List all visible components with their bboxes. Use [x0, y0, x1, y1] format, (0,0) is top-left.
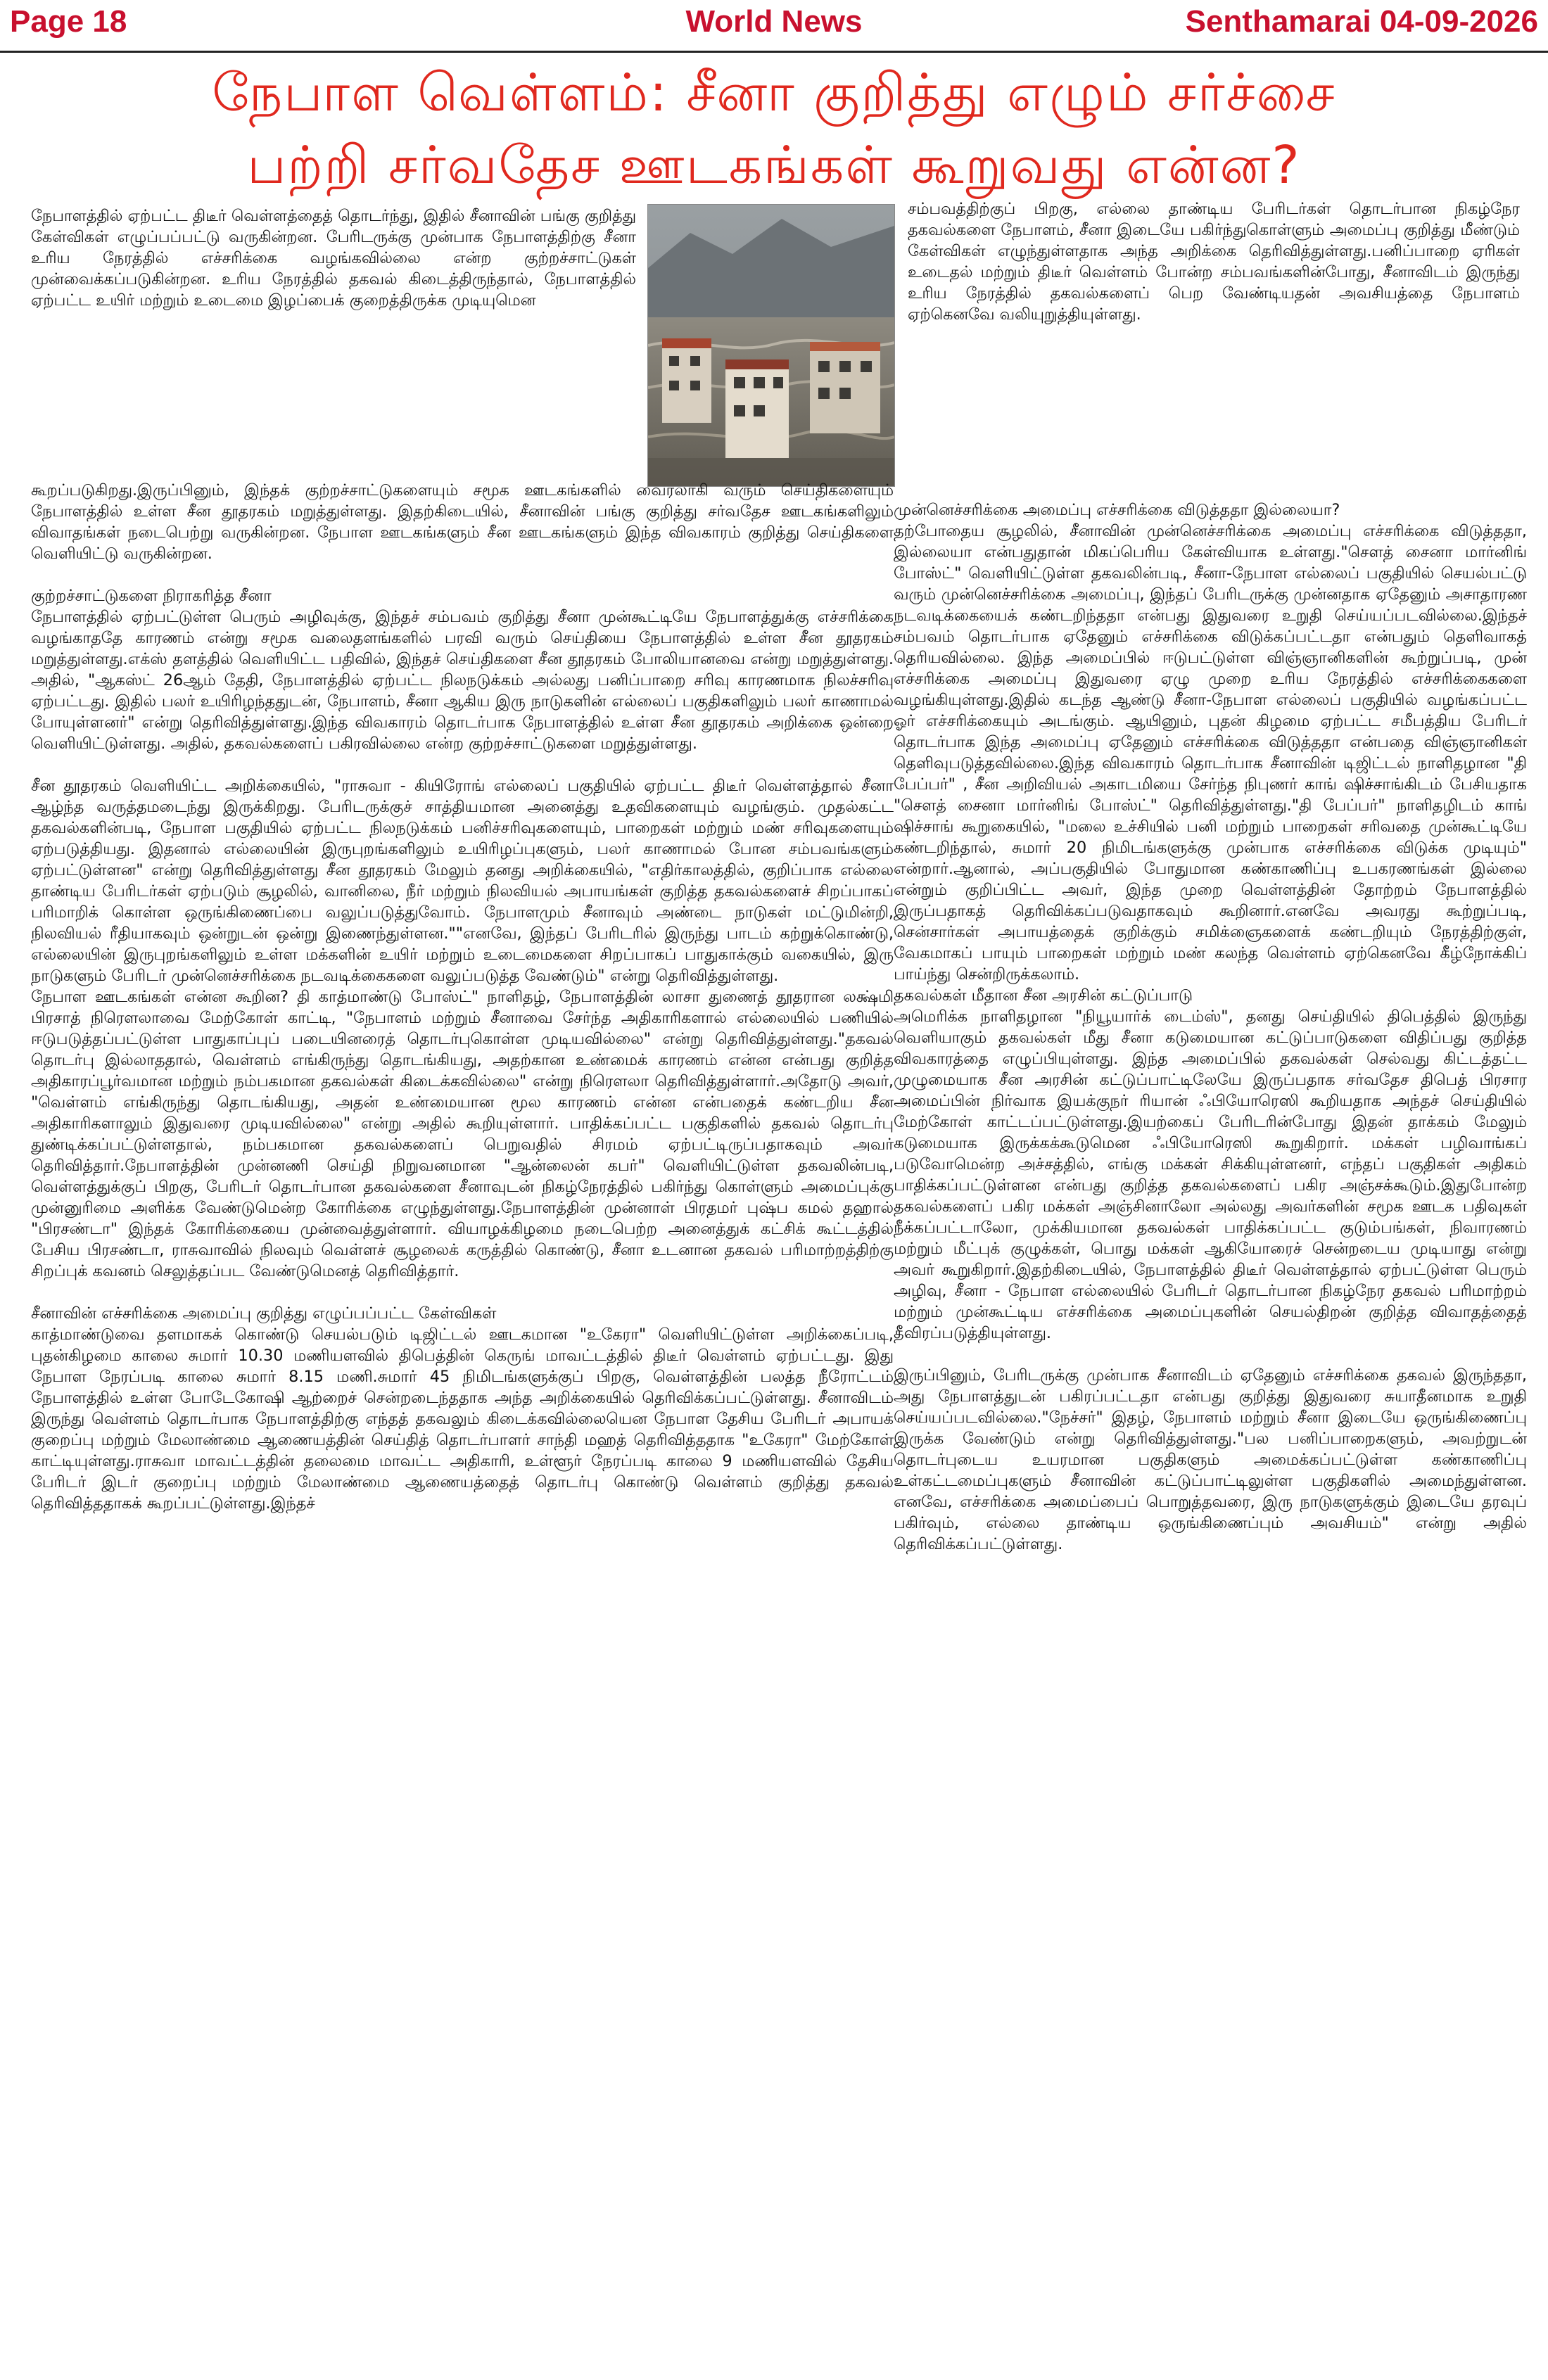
headline-line-2: பற்றி சர்வதேச ஊடகங்கள் கூறுவது என்ன? — [247, 135, 1301, 196]
photo-icon — [648, 205, 894, 486]
paragraph: இருப்பினும், பேரிடருக்கு முன்பாக சீனாவிடம் ஏதேனும் எச்சரிக்கை தகவல் இருந்ததா, அது நேபாளத்துடன் பகிரப்பட்டதா என்பது குறித்து இதுவரை சுயாதீனமாக உறுதி செய்யப்படவில்லை."நேச்சர்" இதழ், நேபாளம் மற்றும் சீனா இடையே ஒருங்கிணைப்பு இருக்க வேண்டும் என்று தெரிவித்துள்ளது."பல பனிப்பாறைகளும், அவற்றுடன் தொடர்புடைய உயரமான பகுதிகளும் அமைக்கப்பட்டுள்ள கண்காணிப்பு உள்கட்டமைப்புகளும் சீனாவின் கட்டுப்பாட்டிலுள்ள பகுதிகளில் அமைந்துள்ளன. எனவே, எச்சரிக்கை அமைப்பைப் பொறுத்தவரை, இரு நாடுகளுக்கும் இடையே தரவுப் பகிர்வும், எல்லை தாண்டிய ஒருங்கிணைப்பும் அவசியம்" என்று அதில் தெரிவிக்கப்பட்டுள்ளது. — [894, 1366, 1527, 1553]
left-column — [31, 480, 894, 1514]
page-header — [0, 0, 1548, 49]
header-rule — [0, 51, 1548, 53]
paragraph: நேபாள ஊடகங்கள் என்ன கூறின? தி காத்மாண்டு போஸ்ட்" நாளிதழ், நேபாளத்தின் லாசா துணைத் தூதரான லக்ஷ்மி பிரசாத் நிரௌலாவை மேற்கோள் காட்டி, "நேபாளம் மற்றும் சீனாவை சேர்ந்த அதிகாரிகளால் எல்லையில் பணியில் ஈடுபடுத்தப்பட்டுள்ள பாதுகாப்புப் படையினரைத் தொடர்புகொள்ள முடியவில்லை" என்று தெரிவித்துள்ளது."தகவல் தொடர்பு இல்லாததால், வெள்ளம் எங்கிருந்து தொடங்கியது, அதற்கான உண்மைக் காரணம் என்ன என்பது குறித்த அதிகாரப்பூர்வமான மற்றும் நம்பகமான தகவல்கள் கிடைக்கவில்லை" என்று நிரௌலா தெரிவித்துள்ளார்.அதோடு அவர், "வெள்ளம் எங்கிருந்து தொடங்கியது, அதன் உண்மையான மூல காரணம் என்ன என்பதைக் கண்டறிய சீன அதிகாரிகளாலும் இதுவரை முடியவில்லை" என்று அதில் கூறியுள்ளார். பாதிக்கப்பட்ட பகுதிகளில் தகவல் தொடர்பு துண்டிக்கப்பட்டுள்ளதால், நம்பகமான தகவல்களைப் பெறுவதில் சிரமம் ஏற்பட்டிருப்பதாகவும் அவர் தெரிவித்தார்.நேபாளத்தின் முன்னணி செய்தி நிறுவனமான "ஆன்லைன் கபர்" வெளியிட்டுள்ள தகவலின்படி, வெள்ளத்துக்குப் பிறகு, பேரிடர் தொடர்பான தகவல்களை சீனாவுடன் நிகழ்நேரத்தில் பகிர்ந்து கொள்ளும் அமைப்புக்கு முன்னுரிமை அளிக்க வேண்டுமென்ற கோரிக்கை எழுந்துள்ளது.நேபாளத்தின் முன்னாள் பிரதமர் புஷ்ப கமல் தஹால் "பிரசண்டா" இந்தக் கோரிக்கையை முன்வைத்துள்ளார். வியாழக்கிழமை நடைபெற்ற அனைத்துக் கட்சிக் கூட்டத்தில் பேசிய பிரசண்டா, ராசுவாவில் நிலவும் வெள்ளச் சூழலைக் கருத்தில் கொண்டு, சீனா உடனான தகவல் பரிமாற்றத்திற்கு சிறப்புக் கவனம் செலுத்தப்பட வேண்டுமெனத் தெரிவித்தார். — [31, 988, 894, 1280]
paragraph: சீன தூதரகம் வெளியிட்ட அறிக்கையில், "ராசுவா - கியிரோங் எல்லைப் பகுதியில் ஏற்பட்ட திடீர் வெள்ளத்தால் சீனா ஆழ்ந்த வருத்தமடைந்து இருக்கிறது. பேரிடருக்குச் சாத்தியமான அனைத்து உதவிகளையும் வழங்கும். முதல்கட்ட தகவல்களின்படி, நேபாள பகுதியில் ஏற்பட்ட நிலநடுக்கம் பனிச்சரிவுகளையும், பாறைகள் மற்றும் மண் சரிவுகளையும் ஏற்படுத்தியது. இதனால் எல்லையின் இருபுறங்களிலும் உயிரிழப்புகளும், பலர் காணாமல் போன சம்பவங்களும் ஏற்பட்டுள்ளன" என்று தெரிவித்துள்ளது சீன தூதரகம் மேலும் தனது அறிக்கையில், "எதிர்காலத்தில், குறிப்பாக எல்லை தாண்டிய பேரிடர்கள் ஏற்படும் சூழலில், வானிலை, நீர் மற்றும் நிலவியல் அபாயங்கள் குறித்த தகவல்களைச் சிறப்பாகப் பரிமாறிக் கொள்ள ஒருங்கிணைப்பை வலுப்படுத்துவோம். நேபாளமும் சீனாவும் அண்டை நாடுகள் மட்டுமின்றி, நிலவியல் ரீதியாகவும் ஒன்றுடன் ஒன்று இணைந்துள்ளன.""எனவே, இந்தப் பேரிடரில் இருந்து பாடம் கற்றுக்கொண்டு, எல்லையின் இருபுறங்களிலும் உள்ள மக்களின் உயிர் மற்றும் உடைமைகளை சிறப்பாகப் பாதுகாக்கும் வகையில், இரு நாடுகளும் பேரிடர் முன்னெச்சரிக்கை நடவடிக்கைகளை வலுப்படுத்த வேண்டும்" என்று தெரிவித்துள்ளது. — [31, 777, 894, 985]
subheading: குற்றச்சாட்டுகளை நிராகரித்த சீனா — [31, 587, 272, 605]
flooded-town-photo — [647, 204, 895, 487]
subheading: தகவல்கள் மீதான சீன அரசின் கட்டுப்பாடு — [894, 986, 1193, 1005]
subheading: சீனாவின் எச்சரிக்கை அமைப்பு குறித்து எழுப்பப்பட்ட கேள்விகள் — [31, 1304, 497, 1323]
article-headline — [0, 56, 1548, 201]
paragraph: அமெரிக்க நாளிதழான "நியூயார்க் டைம்ஸ்", தனது செய்தியில் திபெத்தில் இருந்து வெளியாகும் தகவல்கள் மீது சீனா கடுமையான கட்டுப்பாடுகளை விதிப்பது குறித்த விவகாரத்தை எழுப்பியுள்ளது. இந்த அமைப்பில் தகவல்கள் செல்வது கிட்டத்தட்ட முழுமையாக சீன அரசின் கட்டுப்பாட்டிலேயே இருப்பதாக சர்வதேச திபெத் பிரசார அமைப்பின் நிர்வாக இயக்குநர் ரியான் ஃபியோரெஸி கூறியதாக அந்தச் செய்தியில் மேற்கோள் காட்டப்பட்டுள்ளது.இயற்கைப் பேரிடரின்போது இதன் தாக்கம் மேலும் கடுமையாக இருக்கக்கூடுமென ஃபியோரெஸி கூறுகிறார். மக்கள் பழிவாங்கப் படுவோமென்ற அச்சத்தில், எங்கு மக்கள் சிக்கியுள்ளனர், எந்தப் பகுதிகள் அதிகம் பாதிக்கப்பட்டுள்ளன என்பது குறித்த தகவல்களைப் பகிர அஞ்சக்கூடும்.இதுபோன்ற தகவல்களைப் பகிர மக்கள் அஞ்சினாலோ அல்லது அவர்களின் சமூக ஊடக பதிவுகள் நீக்கப்பட்டாலோ, முக்கியமான தகவல்கள் பாதிக்கப்பட்ட குடும்பங்கள், நிவாரணம் மற்றும் மீட்புக் குழுக்கள், பொது மக்கள் ஆகியோரைச் சென்றடைய முடியாது என்று அவர் கூறுகிறார்.இதற்கிடையில், நேபாளத்தில் திடீர் வெள்ளத்தால் ஏற்பட்டுள்ள பெரும் அழிவு, சீனா - நேபாள எல்லையில் பேரிடர் தொடர்பான நிகழ்நேர தகவல் பரிமாற்றம் மற்றும் முன்கூட்டிய எச்சரிக்கை அமைப்புகளின் செயல்திறன் குறித்த விவாதத்தைத் தீவிரப்படுத்தியுள்ளது. — [894, 1007, 1527, 1342]
left-top-text — [31, 205, 636, 311]
right-top-text — [908, 198, 1520, 325]
page-number: Page 18 — [10, 4, 127, 39]
edition-date: Senthamarai 04-09-2026 — [1185, 4, 1538, 39]
paragraph: தற்போதைய சூழலில், சீனாவின் முன்னெச்சரிக்கை அமைப்பு எச்சரிக்கை விடுத்ததா, இல்லையா என்பதுதான் மிகப்பெரிய கேள்வியாக உள்ளது."சௌத் சைனா மார்னிங் போஸ்ட்" வெளியிட்டுள்ள தகவலின்படி, சீனா-நேபாள எல்லைப் பகுதியில் செயல்பட்டு வரும் முன்னெச்சரிக்கை அமைப்பு, இந்தப் பேரிடருக்கு முன்னதாக ஏதேனும் அசாதாரண நடவடிக்கையைக் கண்டறிந்ததா என்பது இதுவரை உறுதி செய்யப்படவில்லை.இந்தச் சம்பவம் தொடர்பாக ஏதேனும் எச்சரிக்கை விடுக்கப்பட்டதா என்பதும் தெளிவாகத் தெரியவில்லை. இந்த அமைப்பில் ஈடுபட்டுள்ள விஞ்ஞானிகளின் கூற்றுப்படி, முன் எச்சரிக்கை அமைப்பு இதுவரை ஏழு முறை உரிய நேரத்தில் எச்சரிக்கைகளை வழங்கியுள்ளது.இதில் கடந்த ஆண்டு சீனா-நேபாள எல்லைப் பகுதியில் வழங்கப்பட்ட ஓர் எச்சரிக்கையும் அடங்கும். ஆயினும், புதன் கிழமை ஏற்பட்ட சமீபத்திய பேரிடர் தொடர்பாக இந்த அமைப்பு ஏதேனும் எச்சரிக்கை விடுத்ததா என்பதை விஞ்ஞானிகள் தெளிவுபடுத்தவில்லை.இந்த விவகாரம் தொடர்பாக சீனாவின் டிஜிட்டல் நாளிதழான "தி பேப்பர்" , சீன அறிவியல் அகாடமியை சேர்ந்த நிபுணர் காங் ஷிச்சாங்கிடம் பேசியதாக "சௌத் சைனா மார்னிங் போஸ்ட்" தெரிவித்துள்ளது."தி பேப்பர்" நாளிதழிடம் காங் ஷிச்சாங் கூறுகையில், "மலை உச்சியில் பனி மற்றும் பாறைகள் சரிவதை முன்கூட்டியே கண்டறிந்தால், சுமார் 20 நிமிடங்களுக்கு முன்பாக எச்சரிக்கை விடுக்க முடியும்" என்றார்.ஆனால், அப்பகுதியில் போதுமான கண்காணிப்பு உபகரணங்கள் இல்லை என்றும் குறிப்பிட்ட அவர், இந்த முறை வெள்ளத்தின் தோற்றம் நேபாளத்தில் இருப்பதாகத் தெரிவிக்கப்படுவதாகவும் கூறினார்.எனவே அவரது கூற்றுப்படி, சென்சார்கள் அபாயத்தைக் குறிக்கும் சமிக்ஞைகளைக் கண்டறியும் நேரத்திற்குள், வேகமாகப் பாயும் பாறைகள் மற்றும் மண் கலந்த வெள்ளம் ஏற்கெனவே கீழ்நோக்கிப் பாய்ந்து சென்றிருக்கலாம். — [894, 522, 1528, 984]
paragraph: சம்பவத்திற்குப் பிறகு, எல்லை தாண்டிய பேரிடர்கள் தொடர்பான நிகழ்நேர தகவல்களை நேபாளம், சீனா இடையே பகிர்ந்துகொள்ளும் அமைப்பு குறித்து மீண்டும் கேள்விகள் எழுந்துள்ளதாக அந்த அறிக்கை தெரிவித்துள்ளது.பனிப்பாறை ஏரிகள் உடைதல் மற்றும் திடீர் வெள்ளம் போன்ற சம்பவங்களின்போது, சீனாவிடம் இருந்து உரிய நேரத்தில் தகவல்களைப் பெற வேண்டியதன் அவசியத்தை நேபாளம் ஏற்கெனவே வலியுறுத்தியுள்ளது. — [908, 200, 1520, 324]
paragraph: நேபாளத்தில் ஏற்பட்டுள்ள பெரும் அழிவுக்கு, இந்தச் சம்பவம் குறித்து சீனா முன்கூட்டியே நேபாளத்துக்கு எச்சரிக்கை வழங்காததே காரணம் என்று சமூக வலைதளங்களில் பரவி வரும் செய்தியை நேபாளத்தில் உள்ள சீன தூதரகம் மறுத்துள்ளது.எக்ஸ் தளத்தில் வெளியிட்ட பதிவில், இந்தச் செய்திகளை சீன தூதரகம் போலியானவை என்று மறுத்துள்ளது. அதில், "ஆகஸ்ட் 26ஆம் தேதி, நேபாளத்தில் ஏற்பட்ட நிலநடுக்கம் அல்லது பனிப்பாறை சரிவு காரணமாக நிலச்சரிவு ஏற்பட்டது. இதில் பலர் உயிரிழந்ததுடன், நேபாளம், சீனா ஆகிய இரு நாடுகளின் எல்லைப் பகுதிகளிலும் பலர் காணாமல் போயுள்ளனர்" என்று தெரிவித்துள்ளது.இந்த விவகாரம் தொடர்பாக நேபாளத்தில் உள்ள சீன தூதரகம் அறிக்கை ஒன்றை வெளியிட்டுள்ளது. அதில், தகவல்களைப் பகிரவில்லை என்ற குற்றச்சாட்டுகளை மறுத்துள்ளது. — [31, 608, 894, 753]
right-column — [894, 499, 1527, 1555]
headline-line-1: நேபாள வெள்ளம்: சீனா குறித்து எழும் சர்ச்சை — [212, 63, 1336, 123]
section-title: World News — [685, 4, 863, 39]
subheading: முன்னெச்சரிக்கை அமைப்பு எச்சரிக்கை விடுத்ததா இல்லையா? — [894, 501, 1340, 519]
paragraph: நேபாளத்தில் ஏற்பட்ட திடீர் வெள்ளத்தைத் தொடர்ந்து, இதில் சீனாவின் பங்கு குறித்து கேள்விகள் எழுப்பப்பட்டு வருகின்றன. பேரிடருக்கு முன்பாக நேபாளத்திற்கு சீனா உரிய நேரத்தில் எச்சரிக்கை வழங்கவில்லை என்ற குற்றச்சாட்டுகள் முன்வைக்கப்படுகின்றன. உரிய நேரத்தில் தகவல் கிடைத்திருந்தால், நேபாளத்தில் ஏற்பட்ட உயிர் மற்றும் உடைமை இழப்பைக் குறைத்திருக்க முடியுமென — [31, 207, 636, 310]
paragraph: காத்மாண்டுவை தளமாகக் கொண்டு செயல்படும் டிஜிட்டல் ஊடகமான "உகேரா" வெளியிட்டுள்ள அறிக்கைப்படி, புதன்கிழமை காலை சுமார் 10.30 மணியளவில் திபெத்தின் கெருங் மாவட்டத்தில் திடீர் வெள்ளம் ஏற்பட்டது. இது நேபாள நேரப்படி காலை சுமார் 8.15 மணி.சுமார் 45 நிமிடங்களுக்குப் பிறகு, வெள்ளத்தின் பலத்த நீரோட்டம் நேபாளத்தில் உள்ள போடேகோஷி ஆற்றைச் சென்றடைந்ததாக அந்த அறிக்கையில் தெரிவிக்கப்பட்டுள்ளது. சீனாவிடம் இருந்து வெள்ளம் தொடர்பாக நேபாளத்திற்கு எந்தத் தகவலும் கிடைக்கவில்லையென நேபாள தேசிய பேரிடர் அபாயக் குறைப்பு மற்றும் மேலாண்மை ஆணையத்தின் செய்தித் தொடர்பாளர் சாந்தி மஹத் தெரிவித்ததாக "உகேரா" மேற்கோள் காட்டியுள்ளது.ராசுவா மாவட்டத்தின் தலைமை மாவட்ட அதிகாரி, உள்ளூர் நேரப்படி காலை 9 மணியளவில் தேசிய பேரிடர் இடர் குறைப்பு மற்றும் மேலாண்மை ஆணையத்தைத் தொடர்பு கொண்டு வெள்ளம் குறித்து தகவல் தெரிவித்ததாகக் கூறப்பட்டுள்ளது.இந்தச் — [31, 1325, 894, 1513]
paragraph: கூறப்படுகிறது.இருப்பினும், இந்தக் குற்றச்சாட்டுகளையும் சமூக ஊடகங்களில் வைரலாகி வரும் செய்திகளையும் நேபாளத்தில் உள்ள சீன தூதரகம் மறுத்துள்ளது. இதற்கிடையில், சீனாவின் பங்கு குறித்து சர்வதேச ஊடகங்களிலும் விவாதங்கள் நடைபெற்று வருகின்றன. நேபாள ஊடகங்களும் சீன ஊடகங்களும் இந்த விவகாரம் குறித்து செய்திகளை வெளியிட்டு வருகின்றன. — [31, 481, 894, 563]
